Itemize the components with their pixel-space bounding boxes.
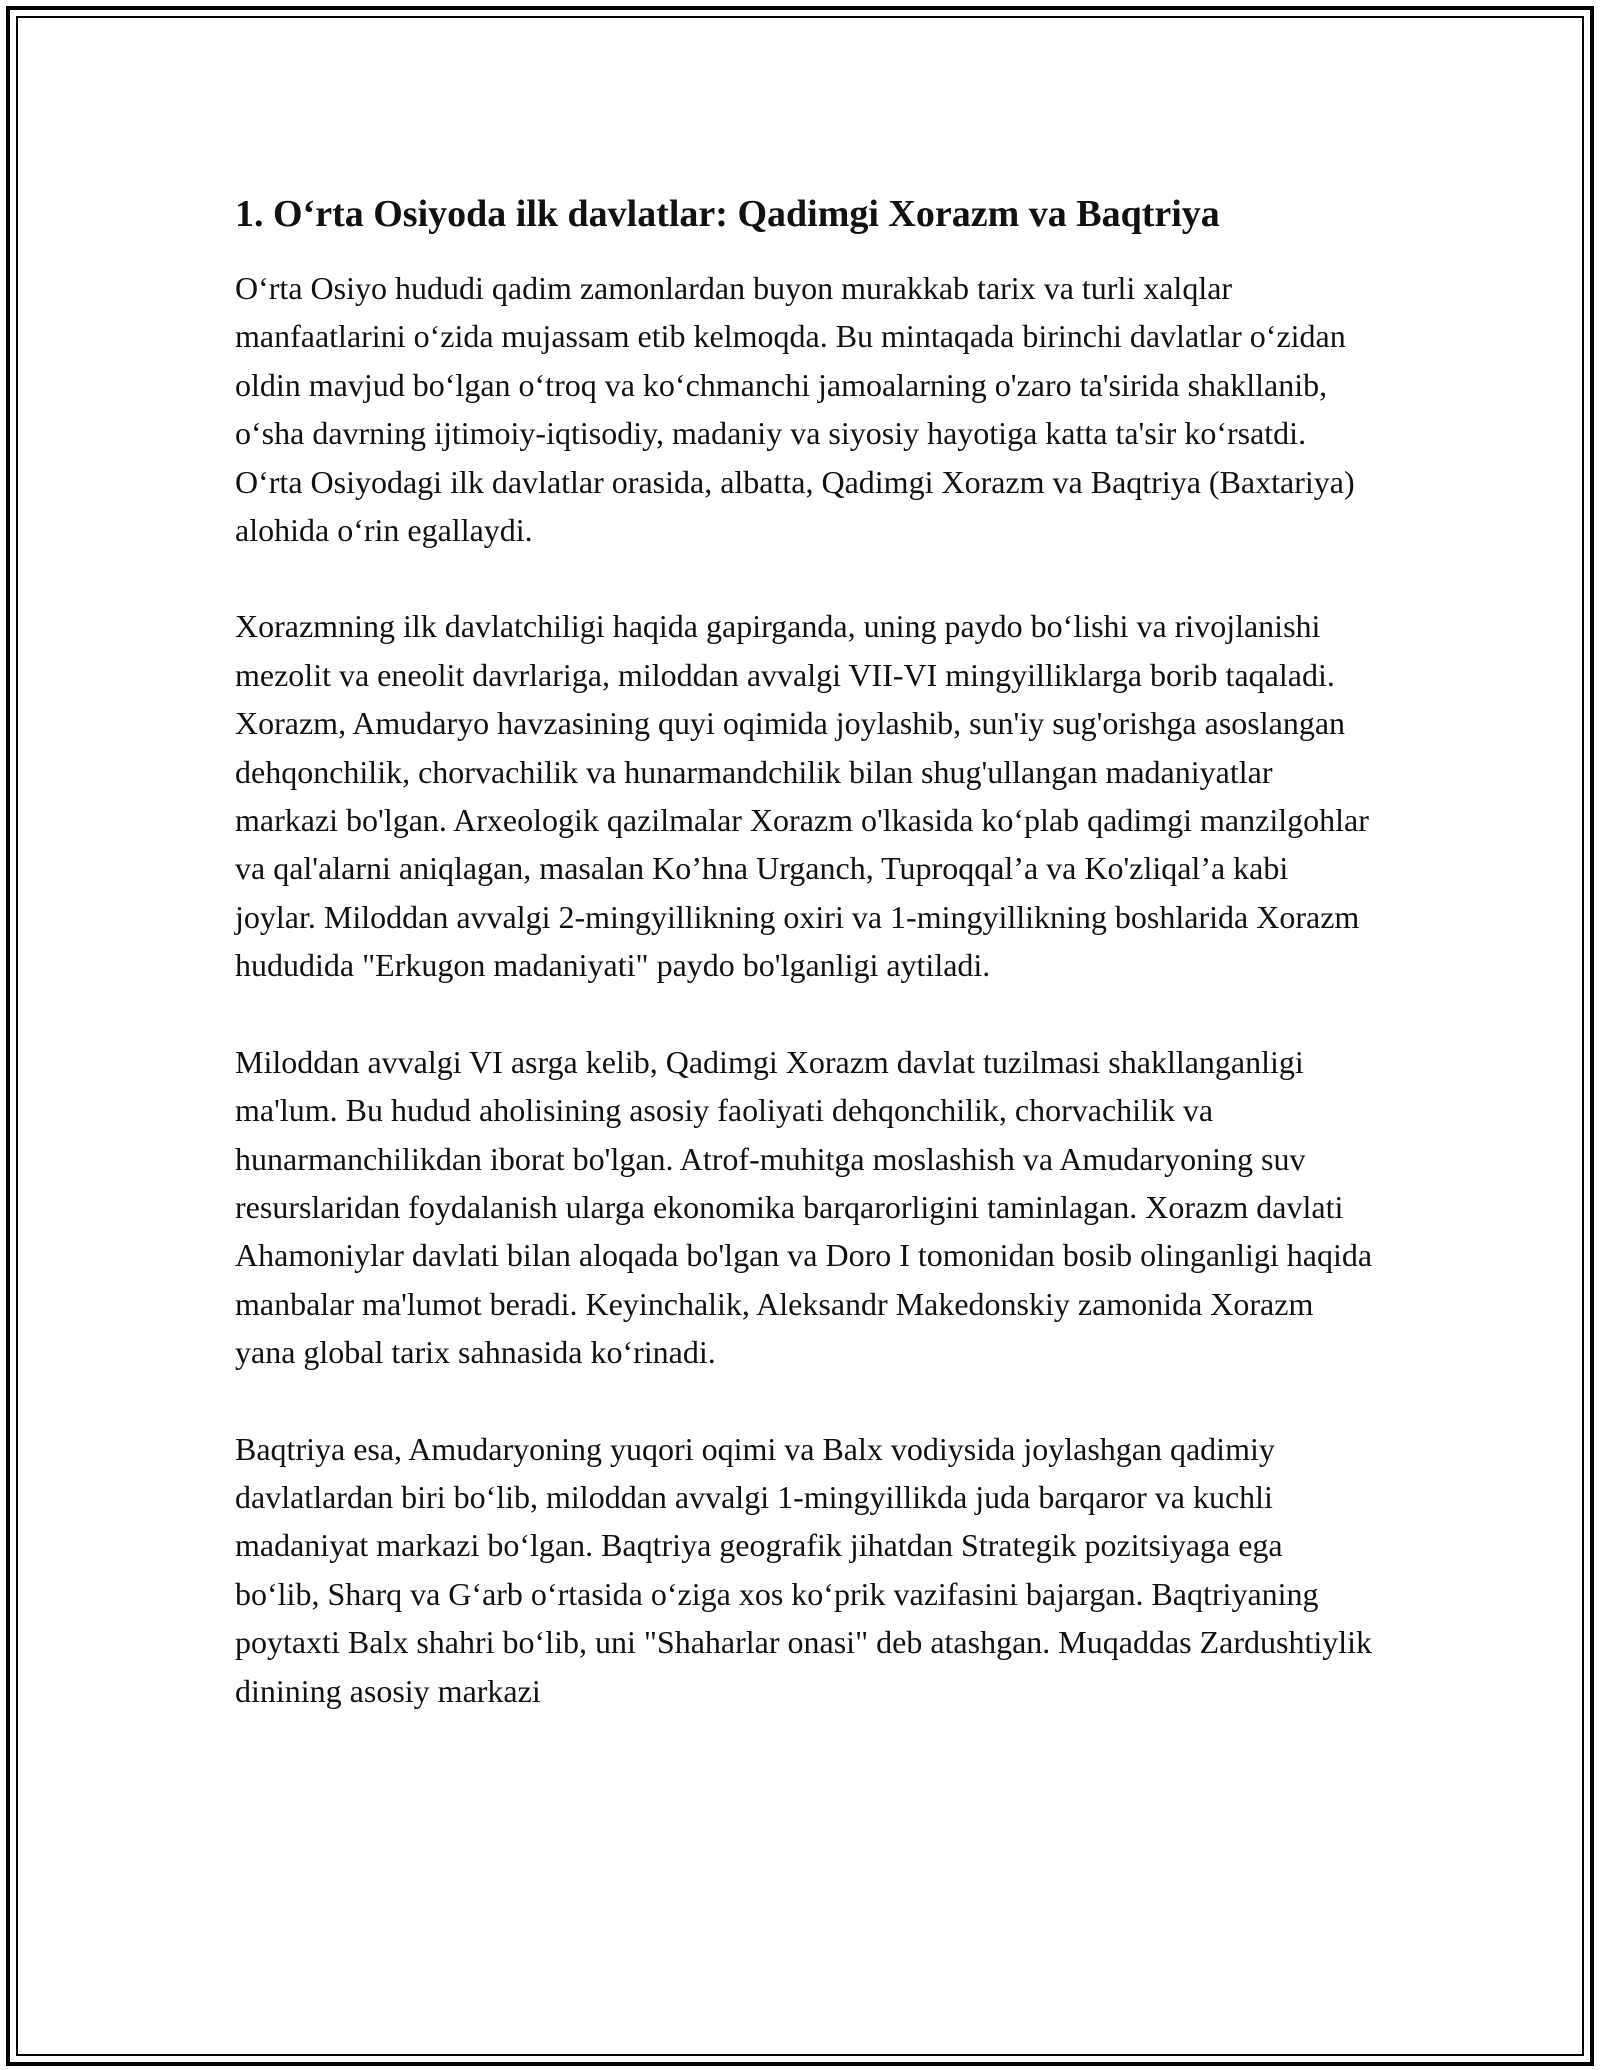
paragraph-xorazm-state: Miloddan avvalgi VI asrga kelib, Qadimgi Xorazm davlat tuzilmasi shakllanganligi ma'lum. Bu hudud aholisining asosiy faoliyati dehqonchilik, chorvachilik va hunarmanchilikdan iborat bo'lgan. Atrof-muhitga moslashish va Amudaryoning suv resurslaridan foydalanish ularga ekonomika barqarorligini taminlagan. Xorazm davlati Ahamoniylar davlati bilan aloqada bo'lgan va Doro I tomonidan bosib olinganligi haqida manbalar ma'lumot beradi. Keyinchalik, Aleksandr Makedonskiy zamonida Xorazm yana global tarix sahnasida ko‘rinadi.: [235, 1043, 1373, 1371]
paragraph-baqtriya: Baqtriya esa, Amudaryoning yuqori oqimi va Balx vodiysida joylashgan qadimiy davlatlardan biri bo‘lib, miloddan avvalgi 1-mingyillikda juda barqaror va kuchli madaniyat markazi bo‘lgan. Baqtriya geografik jihatdan Strategik pozitsiyaga ega bo‘lib, Sharq va G‘arb o‘rtasida o‘ziga xos ko‘prik vazifasini bajargan. Baqtriyaning poytaxti Balx shahri bo‘lib, uni "Shaharlar onasi" deb atashgan. Muqaddas Zardushtiylik dinining asosiy markazi: [235, 1430, 1373, 1709]
section-heading: 1. O‘rta Osiyoda ilk davlatlar: Qadimgi Xorazm va Baqtriya: [235, 193, 1220, 235]
document-body: [235, 186, 1375, 1715]
paragraph-xorazm-origins: Xorazmning ilk davlatchiligi haqida gapirganda, uning paydo bo‘lishi va rivojlanishi mezolit va eneolit davrlariga, miloddan avvalgi VII-VI mingyilliklarga borib taqaladi. Xorazm, Amudaryo havzasining quyi oqimida joylashib, sun'iy sug'orishga asoslangan dehqonchilik, chorvachilik va hunarmandchilik bilan shug'ullangan madaniyatlar markazi bo'lgan. Arxeologik qazilmalar Xorazm o'lkasida ko‘plab qadimgi manzilgohlar va qal'alarni aniqlagan, masalan Ko’hna Urganch, Tuproqqal’a va Ko'zliqal’a kabi joylar. Miloddan avvalgi 2-mingyillikning oxiri va 1-mingyillikning boshlarida Xorazm hududida "Erkugon madaniyati" paydo bo'lganligi aytiladi.: [235, 608, 1369, 984]
paragraph-intro: O‘rta Osiyo hududi qadim zamonlardan buyon murakkab tarix va turli xalqlar manfaatlarini o‘zida mujassam etib kelmoqda. Bu mintaqada birinchi davlatlar o‘zidan oldin mavjud bo‘lgan o‘troq va ko‘chmanchi jamoalarning o'zaro ta'sirida shakllanib, o‘sha davrning ijtimoiy-iqtisodiy, madaniy va siyosiy hayotiga katta ta'sir ko‘rsatdi. O‘rta Osiyodagi ilk davlatlar orasida, albatta, Qadimgi Xorazm va Baqtriya (Baxtariya) alohida o‘rin egallaydi.: [235, 270, 1355, 549]
